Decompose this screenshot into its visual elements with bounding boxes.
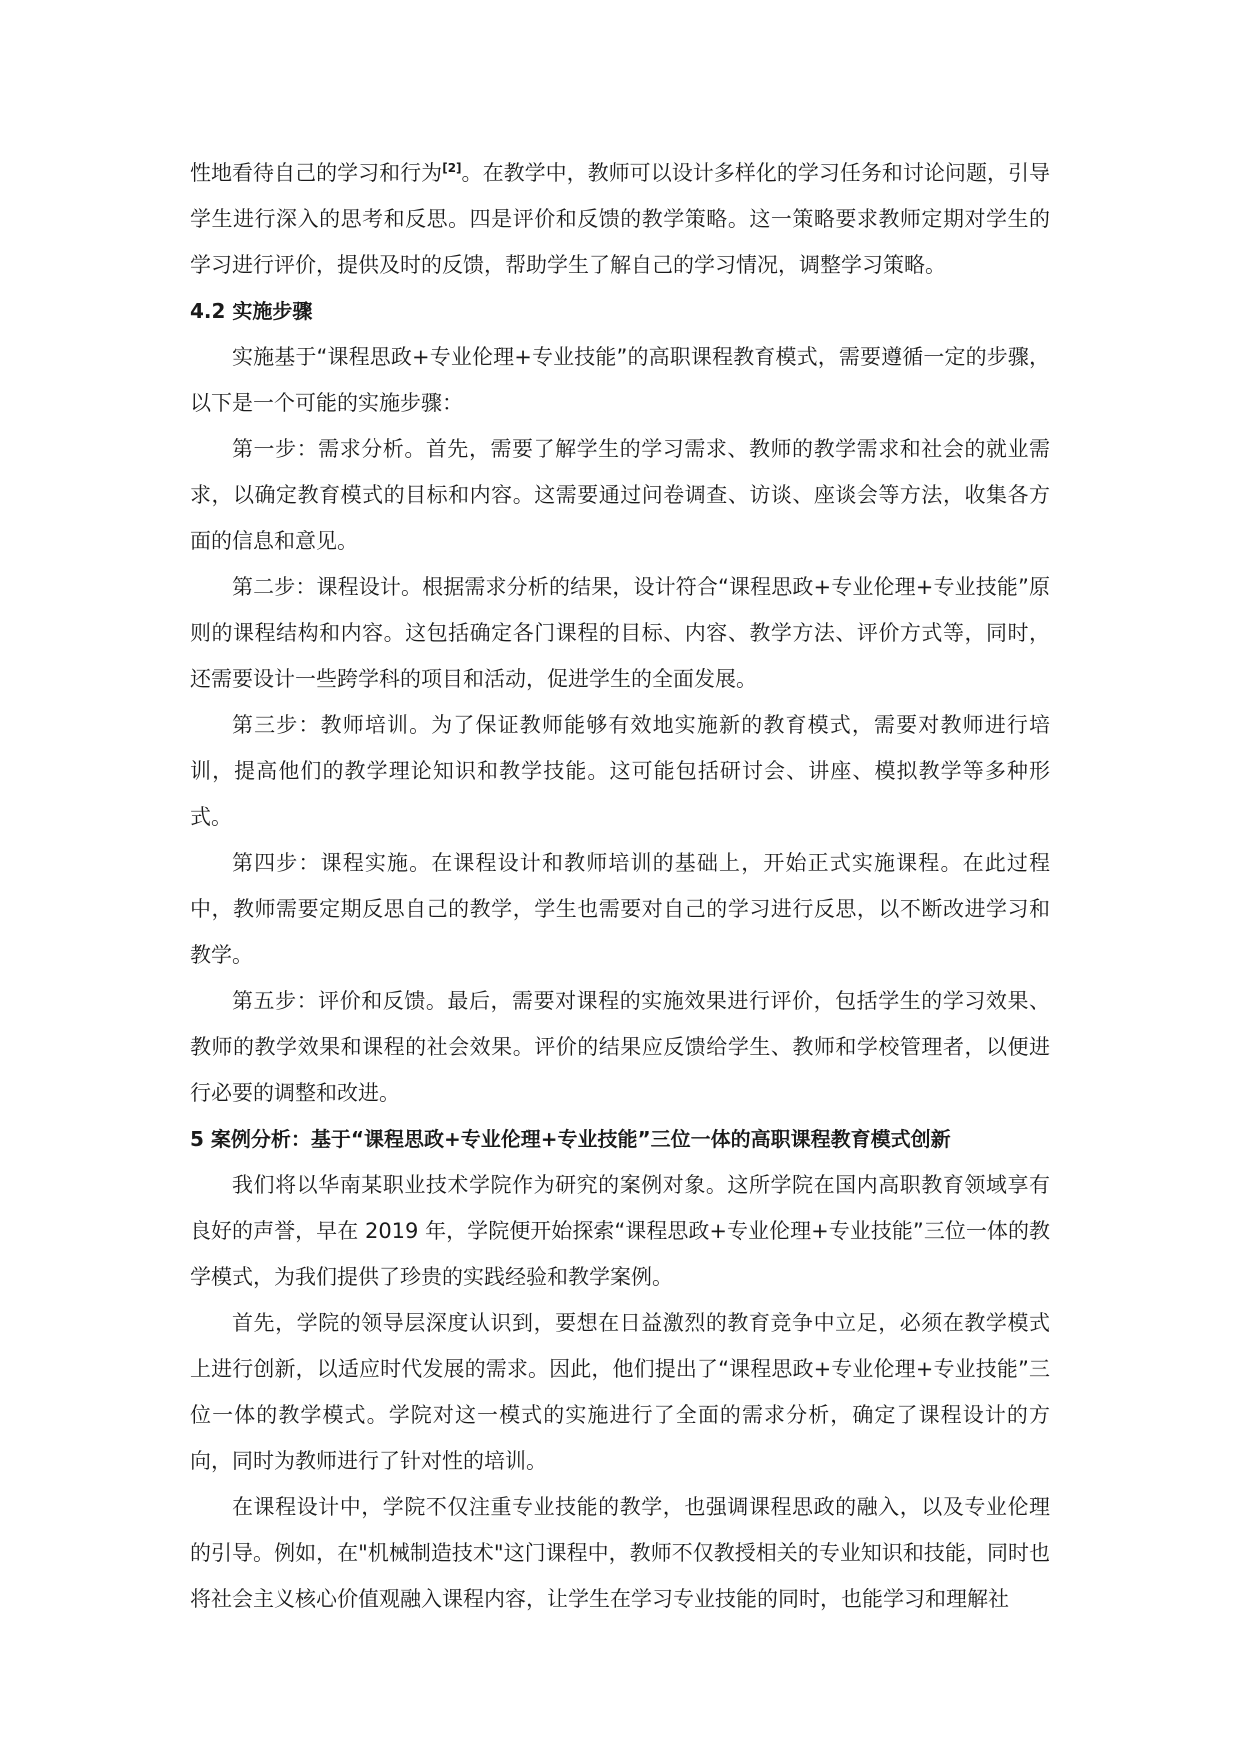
paragraph-step-1: 第一步：需求分析。首先，需要了解学生的学习需求、教师的教学需求和社会的就业需求，以确定教育模式的目标和内容。这需要通过问卷调查、访谈、座谈会等方法，收集各方面的信息和意见。 (190, 437, 1050, 553)
paragraph-case-intro: 我们将以华南某职业技术学院作为研究的案例对象。这所学院在国内高职教育领域享有良好的声誉，早在 2019 年，学院便开始探索“课程思政+专业伦理+专业技能”三位一体的教学模式，为我们提供了珍贵的实践经验和教学案例。 (190, 1173, 1050, 1289)
paragraph-step-3: 第三步：教师培训。为了保证教师能够有效地实施新的教育模式，需要对教师进行培训，提高他们的教学理论知识和教学技能。这可能包括研讨会、讲座、模拟教学等多种形式。 (190, 713, 1050, 829)
paragraph-case-leadership: 首先，学院的领导层深度认识到，要想在日益激烈的教育竞争中立足，必须在教学模式上进行创新，以适应时代发展的需求。因此，他们提出了“课程思政+专业伦理+专业技能”三位一体的教学模式。学院对这一模式的实施进行了全面的需求分析，确定了课程设计的方向，同时为教师进行了针对性的培训。 (190, 1311, 1050, 1473)
paragraph-continuation (190, 150, 1050, 288)
paragraph-case-course-design: 在课程设计中，学院不仅注重专业技能的教学，也强调课程思政的融入，以及专业伦理的引导。例如，在"机械制造技术"这门课程中，教师不仅教授相关的专业知识和技能，同时也将社会主义核心价值观融入课程内容，让学生在学习专业技能的同时，也能学习和理解社 (190, 1495, 1050, 1611)
citation-reference: [2] (442, 161, 462, 175)
paragraph-text: 性地看待自己的学习和行为 (190, 161, 443, 185)
document-page (190, 150, 1050, 1622)
paragraph-text: 。在教学中，教师可以设计多样化的学习任务和讨论问题，引导学生进行深入的思考和反思。四是评价和反馈的教学策略。这一策略要求教师定期对学生的学习进行评价，提供及时的反馈，帮助学生了解自己的学习情况，调整学习策略。 (190, 161, 1050, 277)
paragraph-step-5: 第五步：评价和反馈。最后，需要对课程的实施效果进行评价，包括学生的学习效果、教师的教学效果和课程的社会效果。评价的结果应反馈给学生、教师和学校管理者，以便进行必要的调整和改进。 (190, 989, 1050, 1105)
paragraph-step-2: 第二步：课程设计。根据需求分析的结果，设计符合“课程思政+专业伦理+专业技能”原则的课程结构和内容。这包括确定各门课程的目标、内容、教学方法、评价方式等，同时，还需要设计一些跨学科的项目和活动，促进学生的全面发展。 (190, 575, 1050, 691)
section-heading-4-2: 4.2 实施步骤 (190, 299, 313, 323)
section-heading-5: 5 案例分析：基于“课程思政+专业伦理+专业技能”三位一体的高职课程教育模式创新 (190, 1127, 951, 1151)
paragraph-step-4: 第四步：课程实施。在课程设计和教师培训的基础上，开始正式实施课程。在此过程中，教师需要定期反思自己的教学，学生也需要对自己的学习进行反思，以不断改进学习和教学。 (190, 851, 1050, 967)
paragraph-implementation-intro: 实施基于“课程思政+专业伦理+专业技能”的高职课程教育模式，需要遵循一定的步骤，以下是一个可能的实施步骤： (190, 345, 1050, 415)
